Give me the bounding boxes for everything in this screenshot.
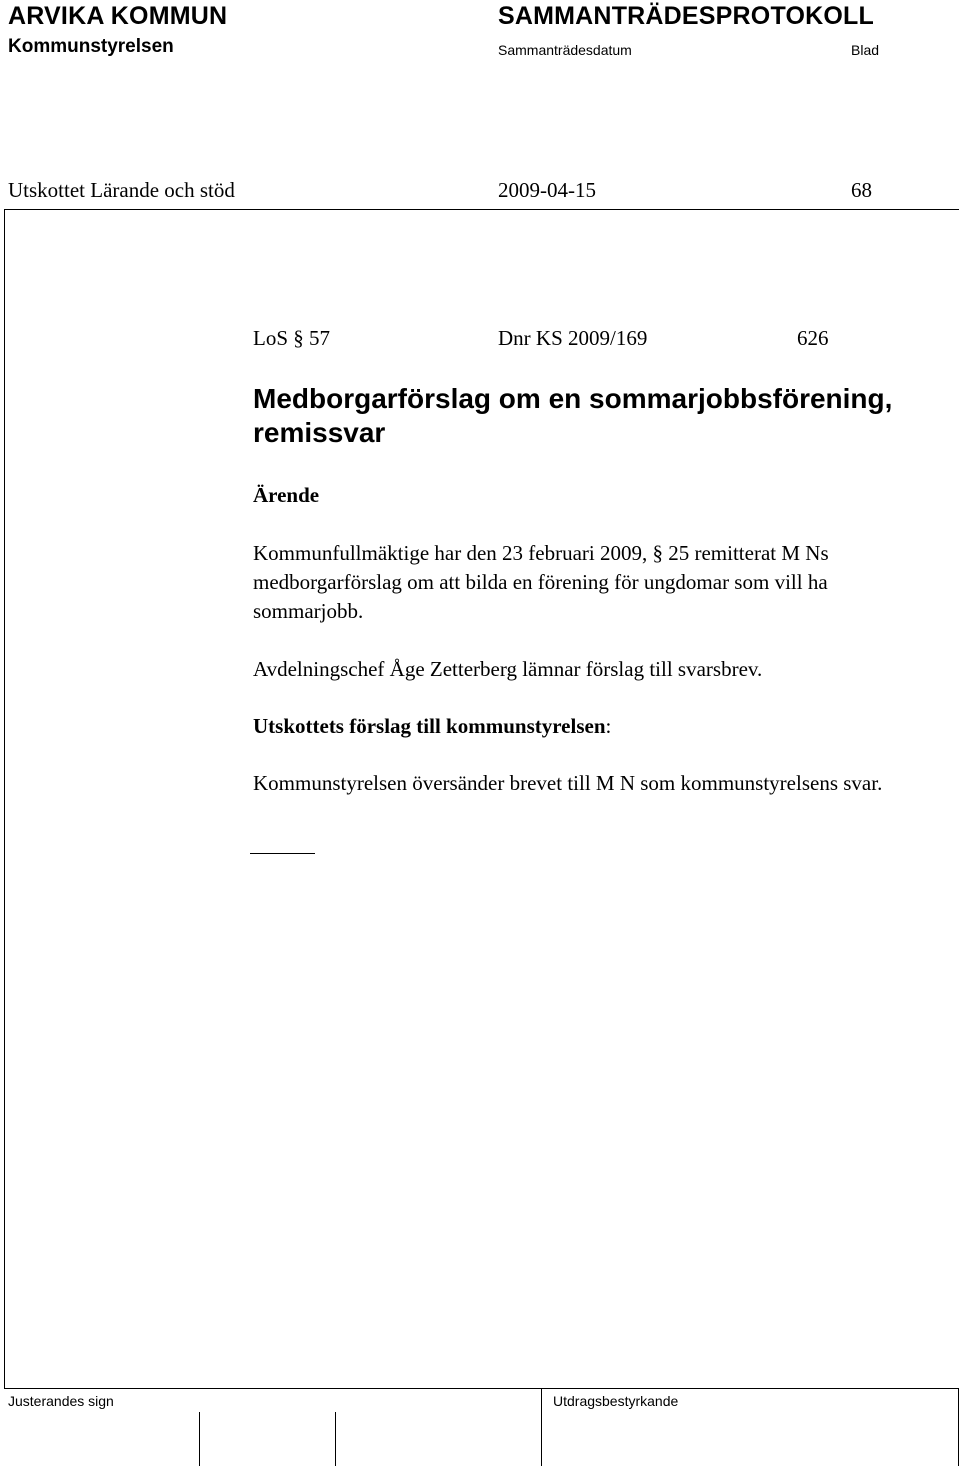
signature-box-divider-1 <box>199 1412 200 1466</box>
paragraph-decision: Kommunstyrelsen översänder brevet till M N som kommunstyrelsens svar. <box>253 771 883 795</box>
title-line-1: Medborgarförslag om en sommarjobbsförening, <box>253 383 893 414</box>
footer-right-line <box>958 1388 959 1466</box>
section-heading-arende: Ärende <box>253 483 320 507</box>
registration-number: Dnr KS 2009/169 <box>498 326 648 350</box>
footer-rule <box>4 1388 959 1389</box>
footer-section-divider <box>541 1388 542 1466</box>
page-number: 68 <box>851 178 872 202</box>
section-heading-proposal-colon: : <box>605 714 612 738</box>
meeting-date-label: Sammanträdesdatum <box>498 42 632 58</box>
organization-unit: Kommunstyrelsen <box>8 36 174 57</box>
committee-name: Utskottet Lärande och stöd <box>8 178 235 202</box>
paragraph-background: Kommunfullmäktige har den 23 februari 2009, § 25 remitterat M Ns medborgarförslag om att bilda en förening för ungdomar som vill ha sommarjobb. <box>253 541 829 623</box>
page-label: Blad <box>851 42 880 58</box>
page-title <box>253 382 943 450</box>
document-type: SAMMANTRÄDESPROTOKOLL <box>498 2 874 30</box>
header-rule <box>4 209 959 210</box>
title-line-2: remissvar <box>253 417 386 448</box>
organization-name: ARVIKA KOMMUN <box>8 2 228 30</box>
section-heading-proposal-text: Utskottets förslag till kommunstyrelsen <box>253 714 606 738</box>
end-rule <box>250 853 315 854</box>
signature-box-divider-2 <box>335 1412 336 1466</box>
left-frame-line <box>4 209 5 1389</box>
case-reference: LoS § 57 <box>253 326 331 350</box>
paragraph-proposal-author: Avdelningschef Åge Zetterberg lämnar förslag till svarsbrev. <box>253 657 763 681</box>
signature-label: Justerandes sign <box>8 1393 114 1409</box>
case-number: 626 <box>797 326 829 350</box>
extract-certification-label: Utdragsbestyrkande <box>553 1393 679 1409</box>
meeting-date: 2009-04-15 <box>498 178 596 202</box>
section-heading-proposal <box>253 712 943 741</box>
